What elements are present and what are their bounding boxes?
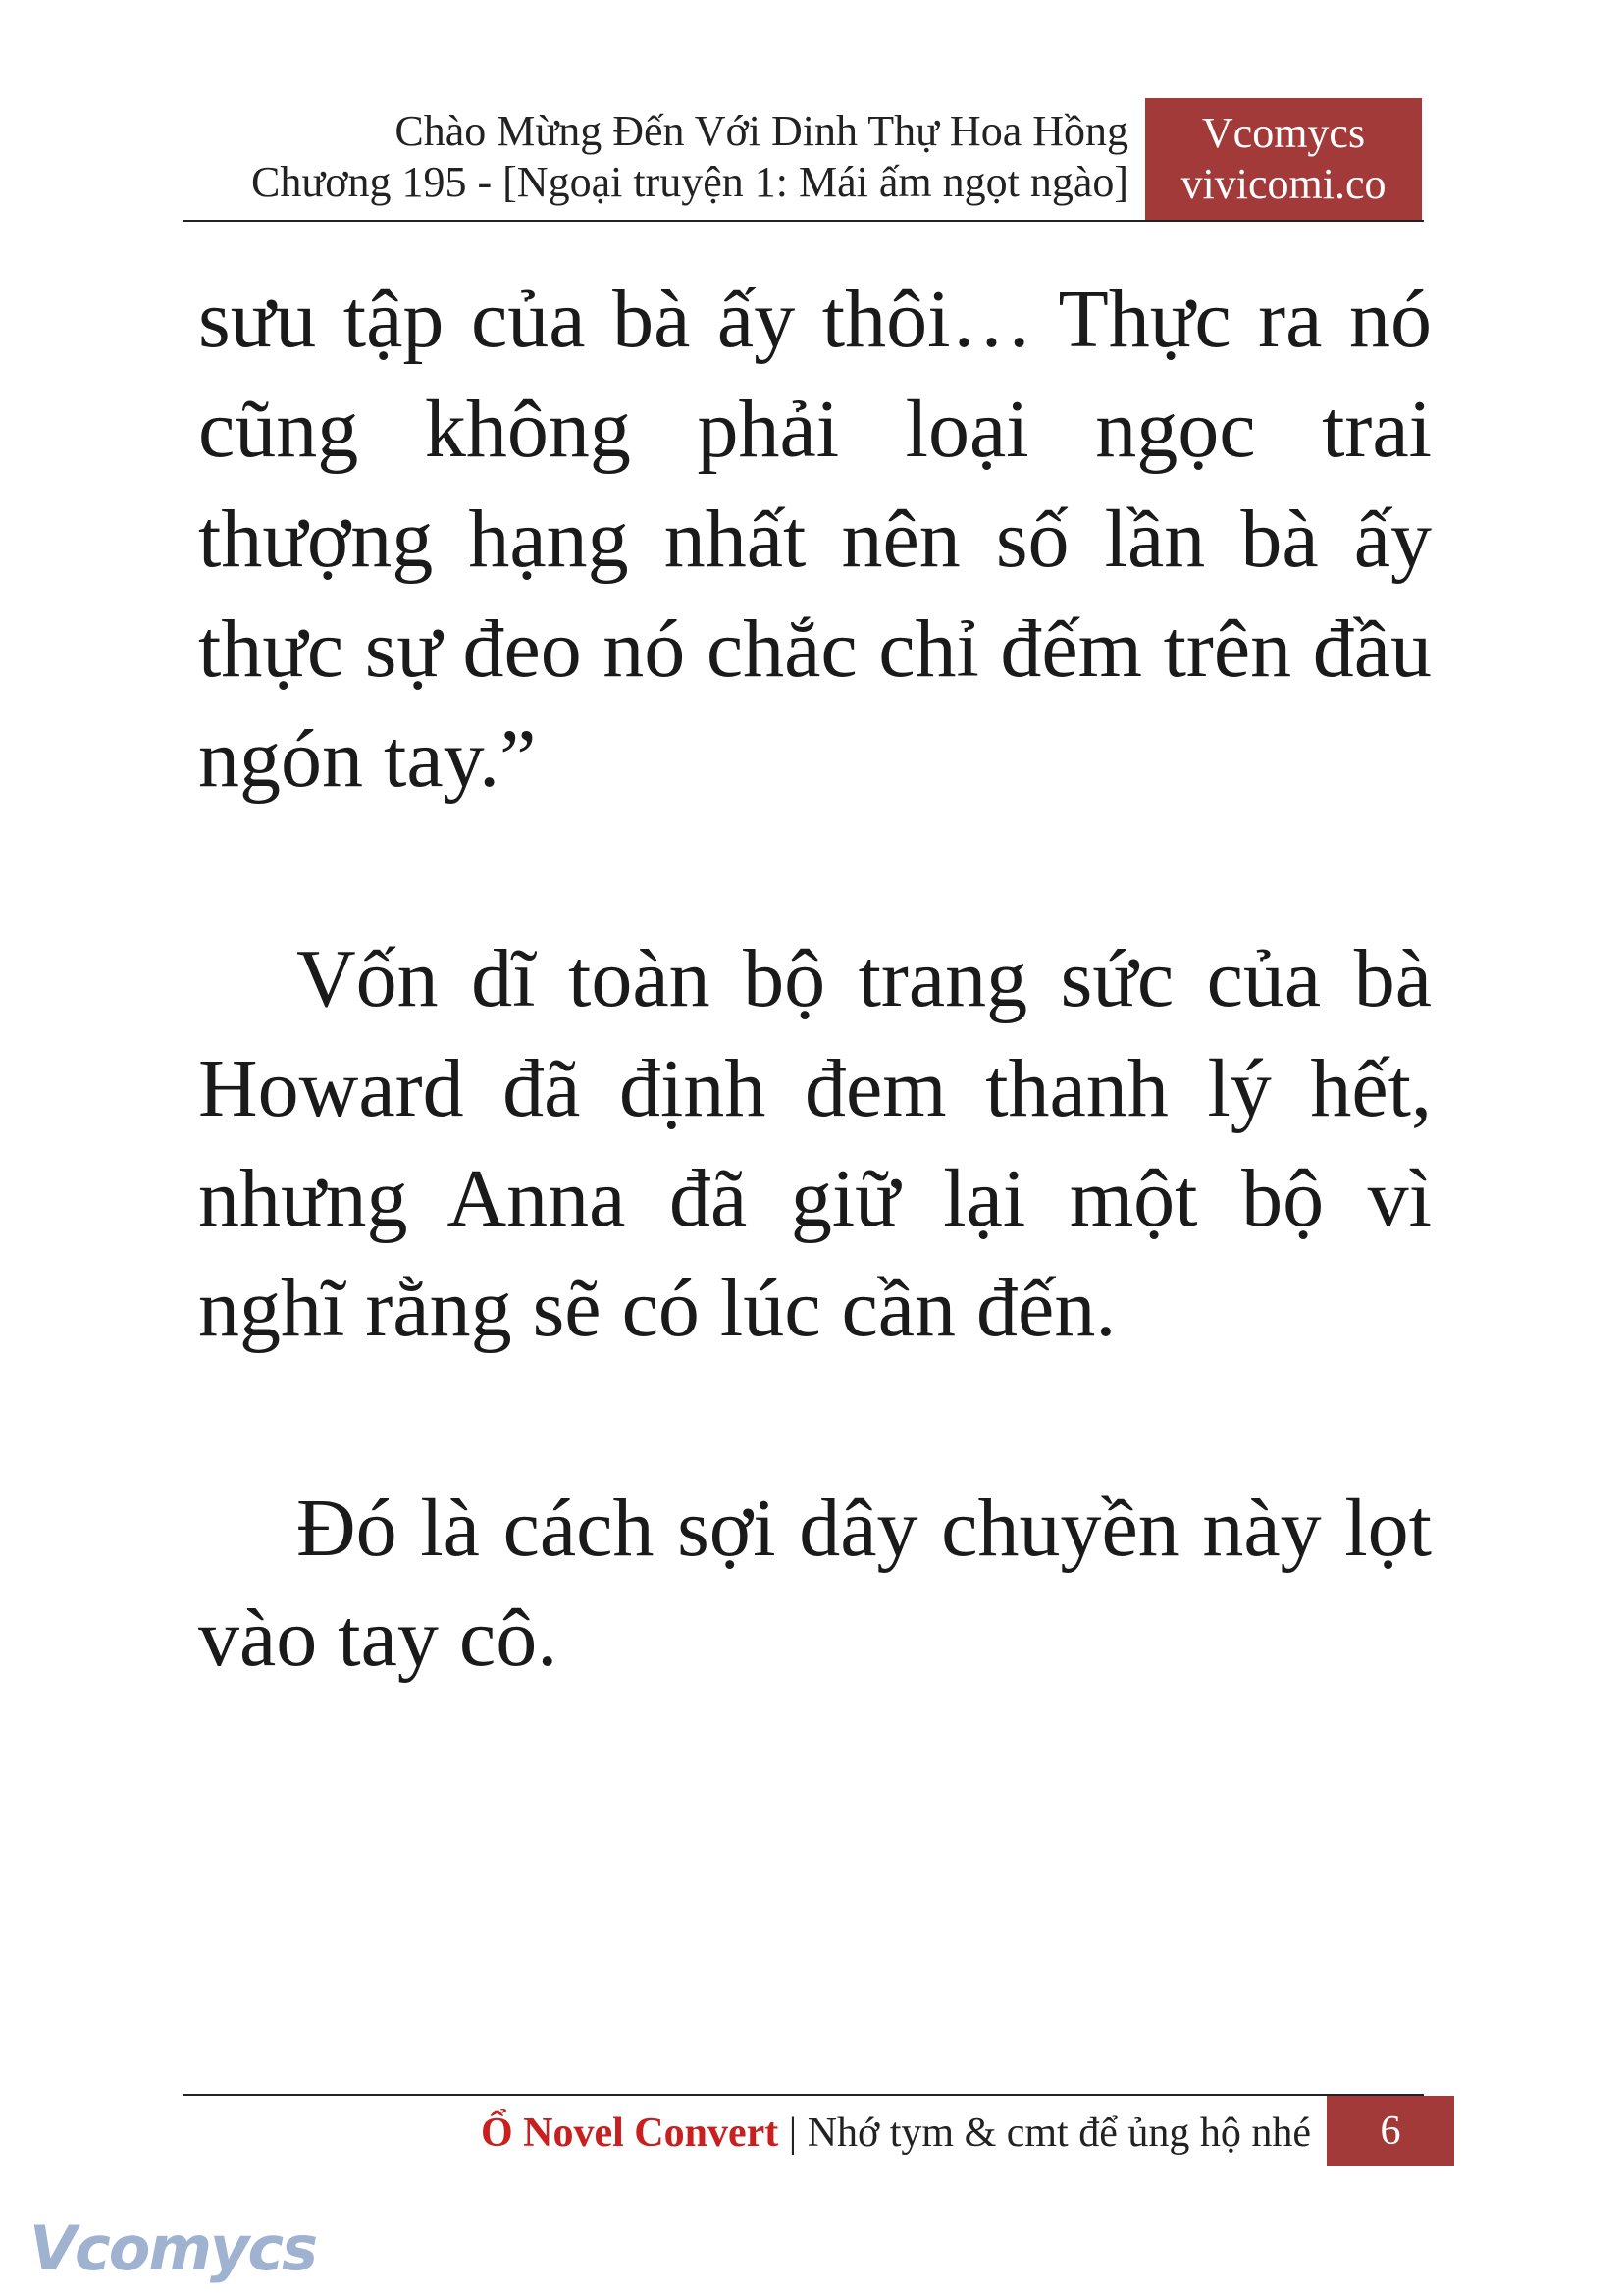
chapter-title: Chương 195 - [Ngoại truyện 1: Mái ấm ngọt ngào] bbox=[251, 158, 1128, 206]
book-title: Chào Mừng Đến Với Dinh Thự Hoa Hồng bbox=[394, 107, 1128, 155]
footer-divider bbox=[183, 2094, 1424, 2096]
paragraph: Vốn dĩ toàn bộ trang sức của bà Howard đã định đem thanh lý hết, nhưng Anna đã giữ lại một bộ vì nghĩ rằng sẽ có lúc cần đến. bbox=[198, 933, 1432, 1354]
brand-badge bbox=[1145, 98, 1422, 220]
brand-site: vivicomi.co bbox=[1180, 160, 1387, 208]
header-divider bbox=[183, 220, 1424, 222]
paragraph: Đó là cách sợi dây chuyền này lọt vào tay cô. bbox=[198, 1483, 1432, 1684]
running-header bbox=[177, 106, 1128, 208]
footer bbox=[183, 2100, 1311, 2166]
watermark-logo: Vcomycs bbox=[29, 2213, 317, 2284]
footer-message: Nhớ tym & cmt để ủng hộ nhé bbox=[807, 2111, 1311, 2156]
page-body bbox=[198, 265, 1432, 1694]
page-number: 6 bbox=[1327, 2096, 1454, 2166]
brand-name: Vcomycs bbox=[1201, 109, 1366, 157]
footer-brand: Ổ Novel Convert bbox=[480, 2111, 779, 2156]
paragraph: sưu tập của bà ấy thôi… Thực ra nó cũng không phải loại ngọc trai thượng hạng nhất nên số lần bà ấy thực sự đeo nó chắc chỉ đếm trên đầu ngón tay.” bbox=[198, 274, 1432, 805]
footer-separator: | bbox=[778, 2111, 808, 2156]
